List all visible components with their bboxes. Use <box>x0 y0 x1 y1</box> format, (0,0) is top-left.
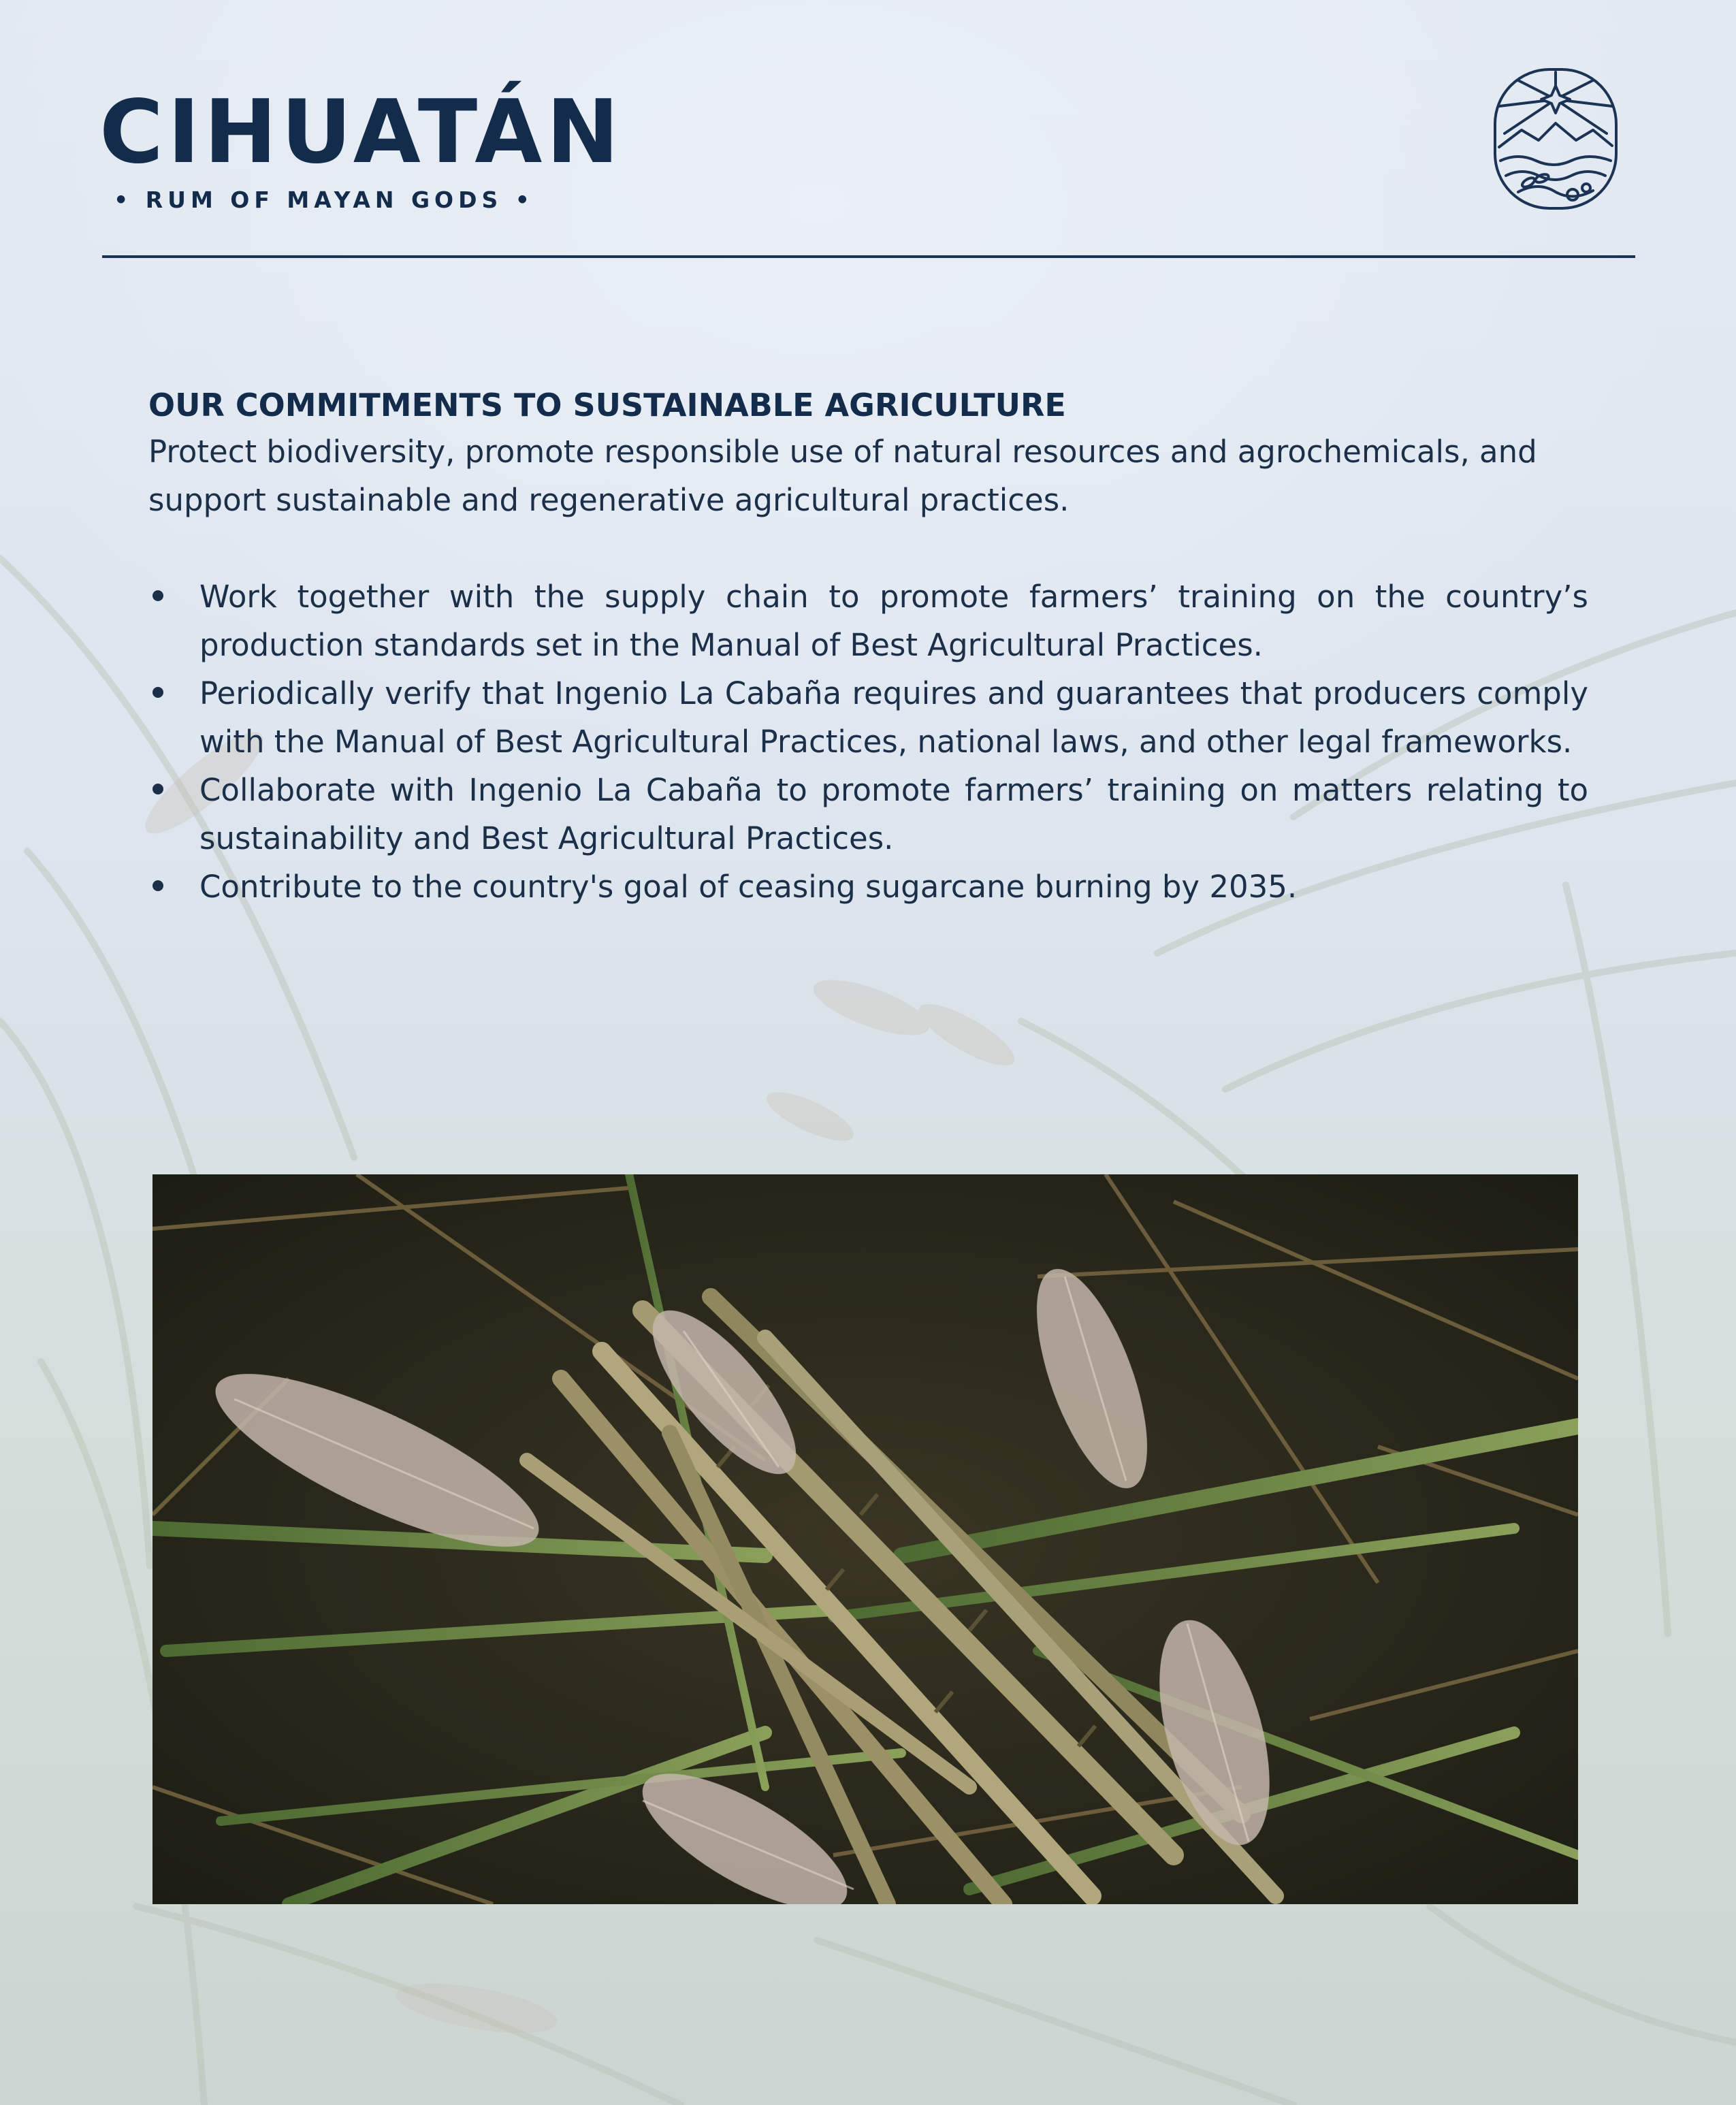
commitments-section <box>148 383 1588 911</box>
list-item <box>148 863 1588 911</box>
star-landscape-emblem-icon <box>1491 65 1620 212</box>
harvested-sugarcane-photo <box>152 1174 1578 1904</box>
list-item <box>148 669 1588 766</box>
bullet-dot-icon <box>152 590 163 601</box>
list-item <box>148 766 1588 863</box>
bullet-dot-icon <box>152 880 163 891</box>
list-item <box>148 573 1588 669</box>
list-item-text: Contribute to the country's goal of ceasing sugarcane burning by 2035. <box>199 869 1298 905</box>
list-item-text: Collaborate with Ingenio La Cabaña to promote farmers’ training on matters relating to sustainability and Best Agricultural Practices. <box>199 772 1588 856</box>
list-item-text: Work together with the supply chain to promote farmers’ training on the country’s production standards set in the Manual of Best Agricultural Practices. <box>199 579 1588 663</box>
bullet-dot-icon <box>152 687 163 698</box>
header-divider <box>102 255 1635 258</box>
brand-name: CIHUATÁN <box>99 82 624 183</box>
list-item-text: Periodically verify that Ingenio La Cabaña requires and guarantees that producers comply with the Manual of Best Agricultural Practices, national laws, and other legal frameworks. <box>199 675 1588 760</box>
brand-logo <box>99 82 624 213</box>
section-intro: Protect biodiversity, promote responsible use of natural resources and agrochemicals, and support sustainable and regenerative agricultural practices. <box>148 434 1537 518</box>
commitments-list <box>148 573 1588 911</box>
brand-tagline: • RUM OF MAYAN GODS • <box>114 187 534 213</box>
bullet-dot-icon <box>152 784 163 794</box>
section-heading: OUR COMMITMENTS TO SUSTAINABLE AGRICULTURE <box>148 387 1066 423</box>
